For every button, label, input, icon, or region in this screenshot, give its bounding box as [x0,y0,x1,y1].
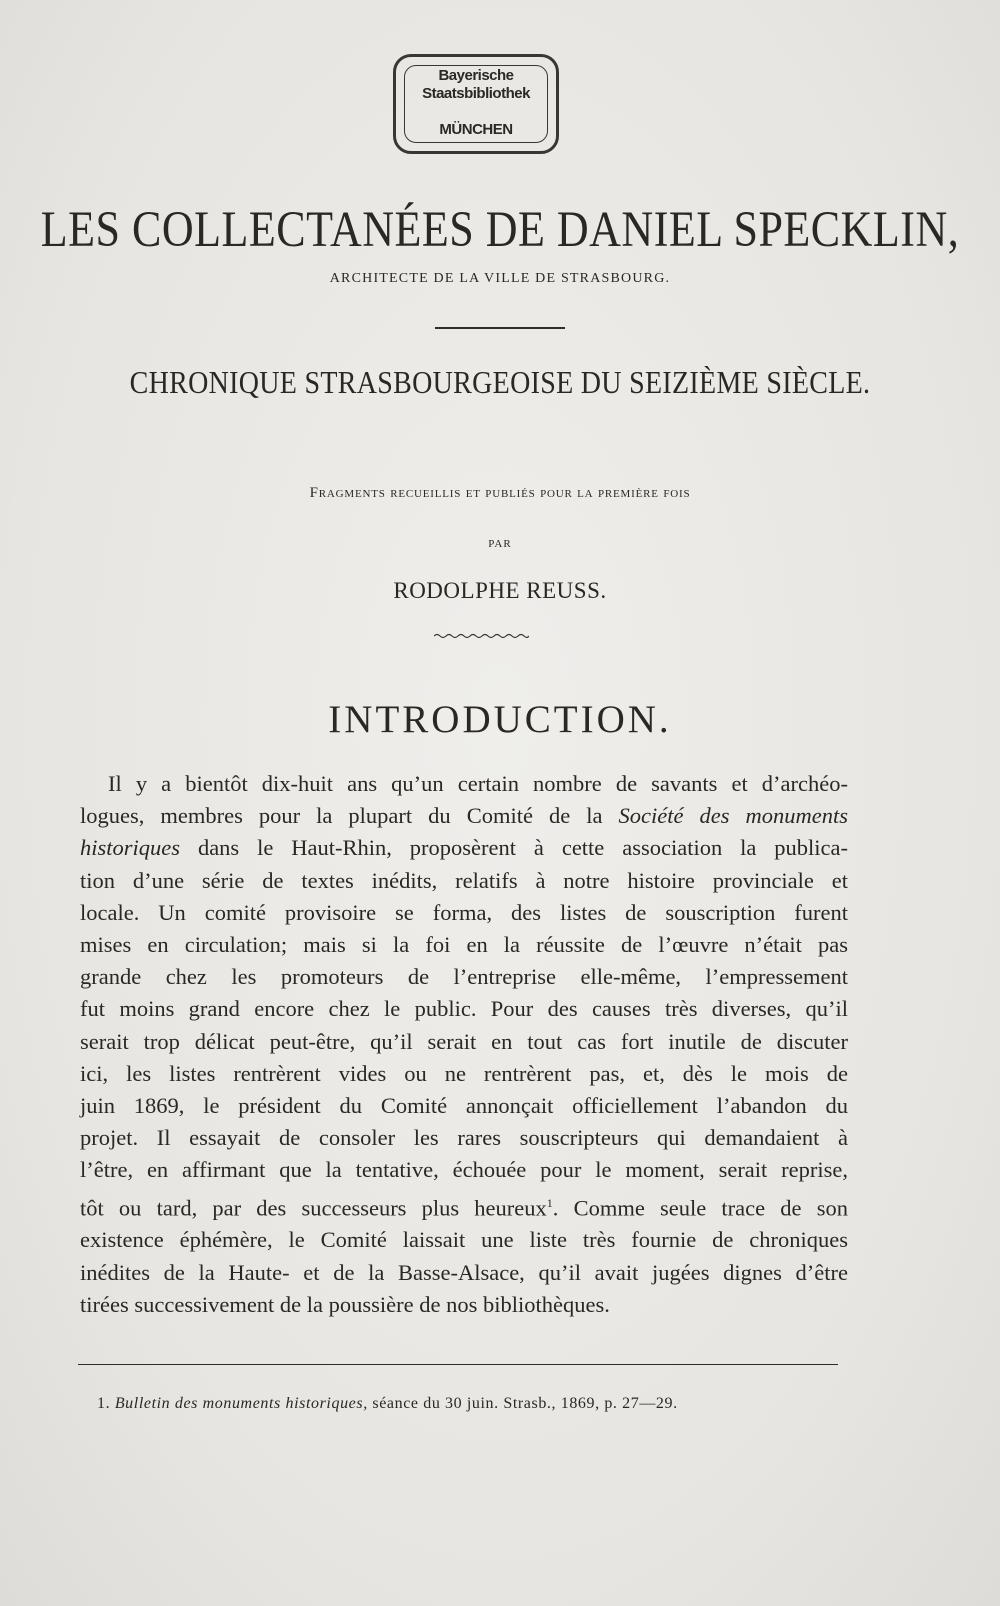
body-line: tion d’une série de textes inédits, relatifs à notre histoire provinciale et [80,867,848,893]
footnote-title: Bulletin des monuments historiques, [114,1395,368,1412]
italic-historiques: historiques [80,835,181,861]
subtitle: ARCHITECTE DE LA VILLE DE STRASBOURG. [329,271,671,286]
stamp-line-3: MÜNCHEN [439,121,513,138]
body-line: logues, membres pour la plupart du Comité de la Société des monuments [80,803,849,829]
body-paragraph [80,768,848,1321]
library-stamp [393,54,559,154]
title-divider [435,327,565,329]
body-line: grande chez les promoteurs de l’entreprise elle-même, l’empressement [80,964,848,990]
body-line: juin 1869, le président du Comité annonçait officiellement l’abandon du [80,1093,848,1119]
body-line: l’être, en affirmant que la tentative, échouée pour le moment, serait reprise, [80,1157,848,1183]
section-title: INTRODUCTION. [328,698,672,741]
body-line: projet. Il essayait de consoler les rares souscripteurs qui demandaient à [80,1125,848,1151]
fragments-line: Fragments recueillis et publiés pour la première fois [309,485,691,501]
footnote-number: 1. [97,1395,111,1412]
body-line: existence éphémère, le Comité laissait une liste très fournie de chroniques [80,1227,848,1253]
body-line: locale. Un comité provisoire se forma, des listes de souscription furent [80,899,848,925]
author-name: RODOLPHE REUSS. [393,578,607,603]
body-line: Il y a bientôt dix-huit ans qu’un certain nombre de savants et d’archéo- [108,771,848,796]
body-line: inédites de la Haute- et de la Basse-Alsace, qu’il avait jugées dignes d’être [80,1259,848,1285]
body-line: historiques dans le Haut-Rhin, proposèrent à cette association la publica- [80,835,848,861]
footnote-text: séance du 30 juin. Strasb., 1869, p. 27—29. [372,1395,678,1412]
body-line: tôt ou tard, par des successeurs plus heureux$^1$. Comme seule trace de son [80,1195,848,1221]
stamp-line-1: Bayerische [438,67,514,84]
body-line: serait trop délicat peut-être, qu’il serait en tout cas fort inutile de discuter [80,1028,848,1054]
italic-society: Société des monuments [618,803,849,829]
body-line: ici, les listes rentrèrent vides ou ne rentrèrent pas, et, dès le mois de [80,1060,848,1086]
chronicle-title: CHRONIQUE STRASBOURGEOISE DU SEIZIÈME SIÈCLE. [129,366,871,401]
stamp-line-2: Staatsbibliothek [422,85,530,102]
footnote [97,1395,837,1413]
footnote-ref[interactable]: 1 [546,1195,553,1210]
footnote-divider [78,1364,838,1365]
body-line: fut moins grand encore chez le public. Pour des causes très diverses, qu’il [80,996,848,1022]
par-line: PAR [488,538,512,550]
wavy-divider [434,632,529,640]
body-line: tirées successivement de la poussière de nos bibliothèques. [80,1291,610,1317]
main-title: LES COLLECTANÉES DE DANIEL SPECKLIN, [40,201,960,258]
body-line: mises en circulation; mais si la foi en la réussite de l’œuvre n’était pas [80,932,848,958]
